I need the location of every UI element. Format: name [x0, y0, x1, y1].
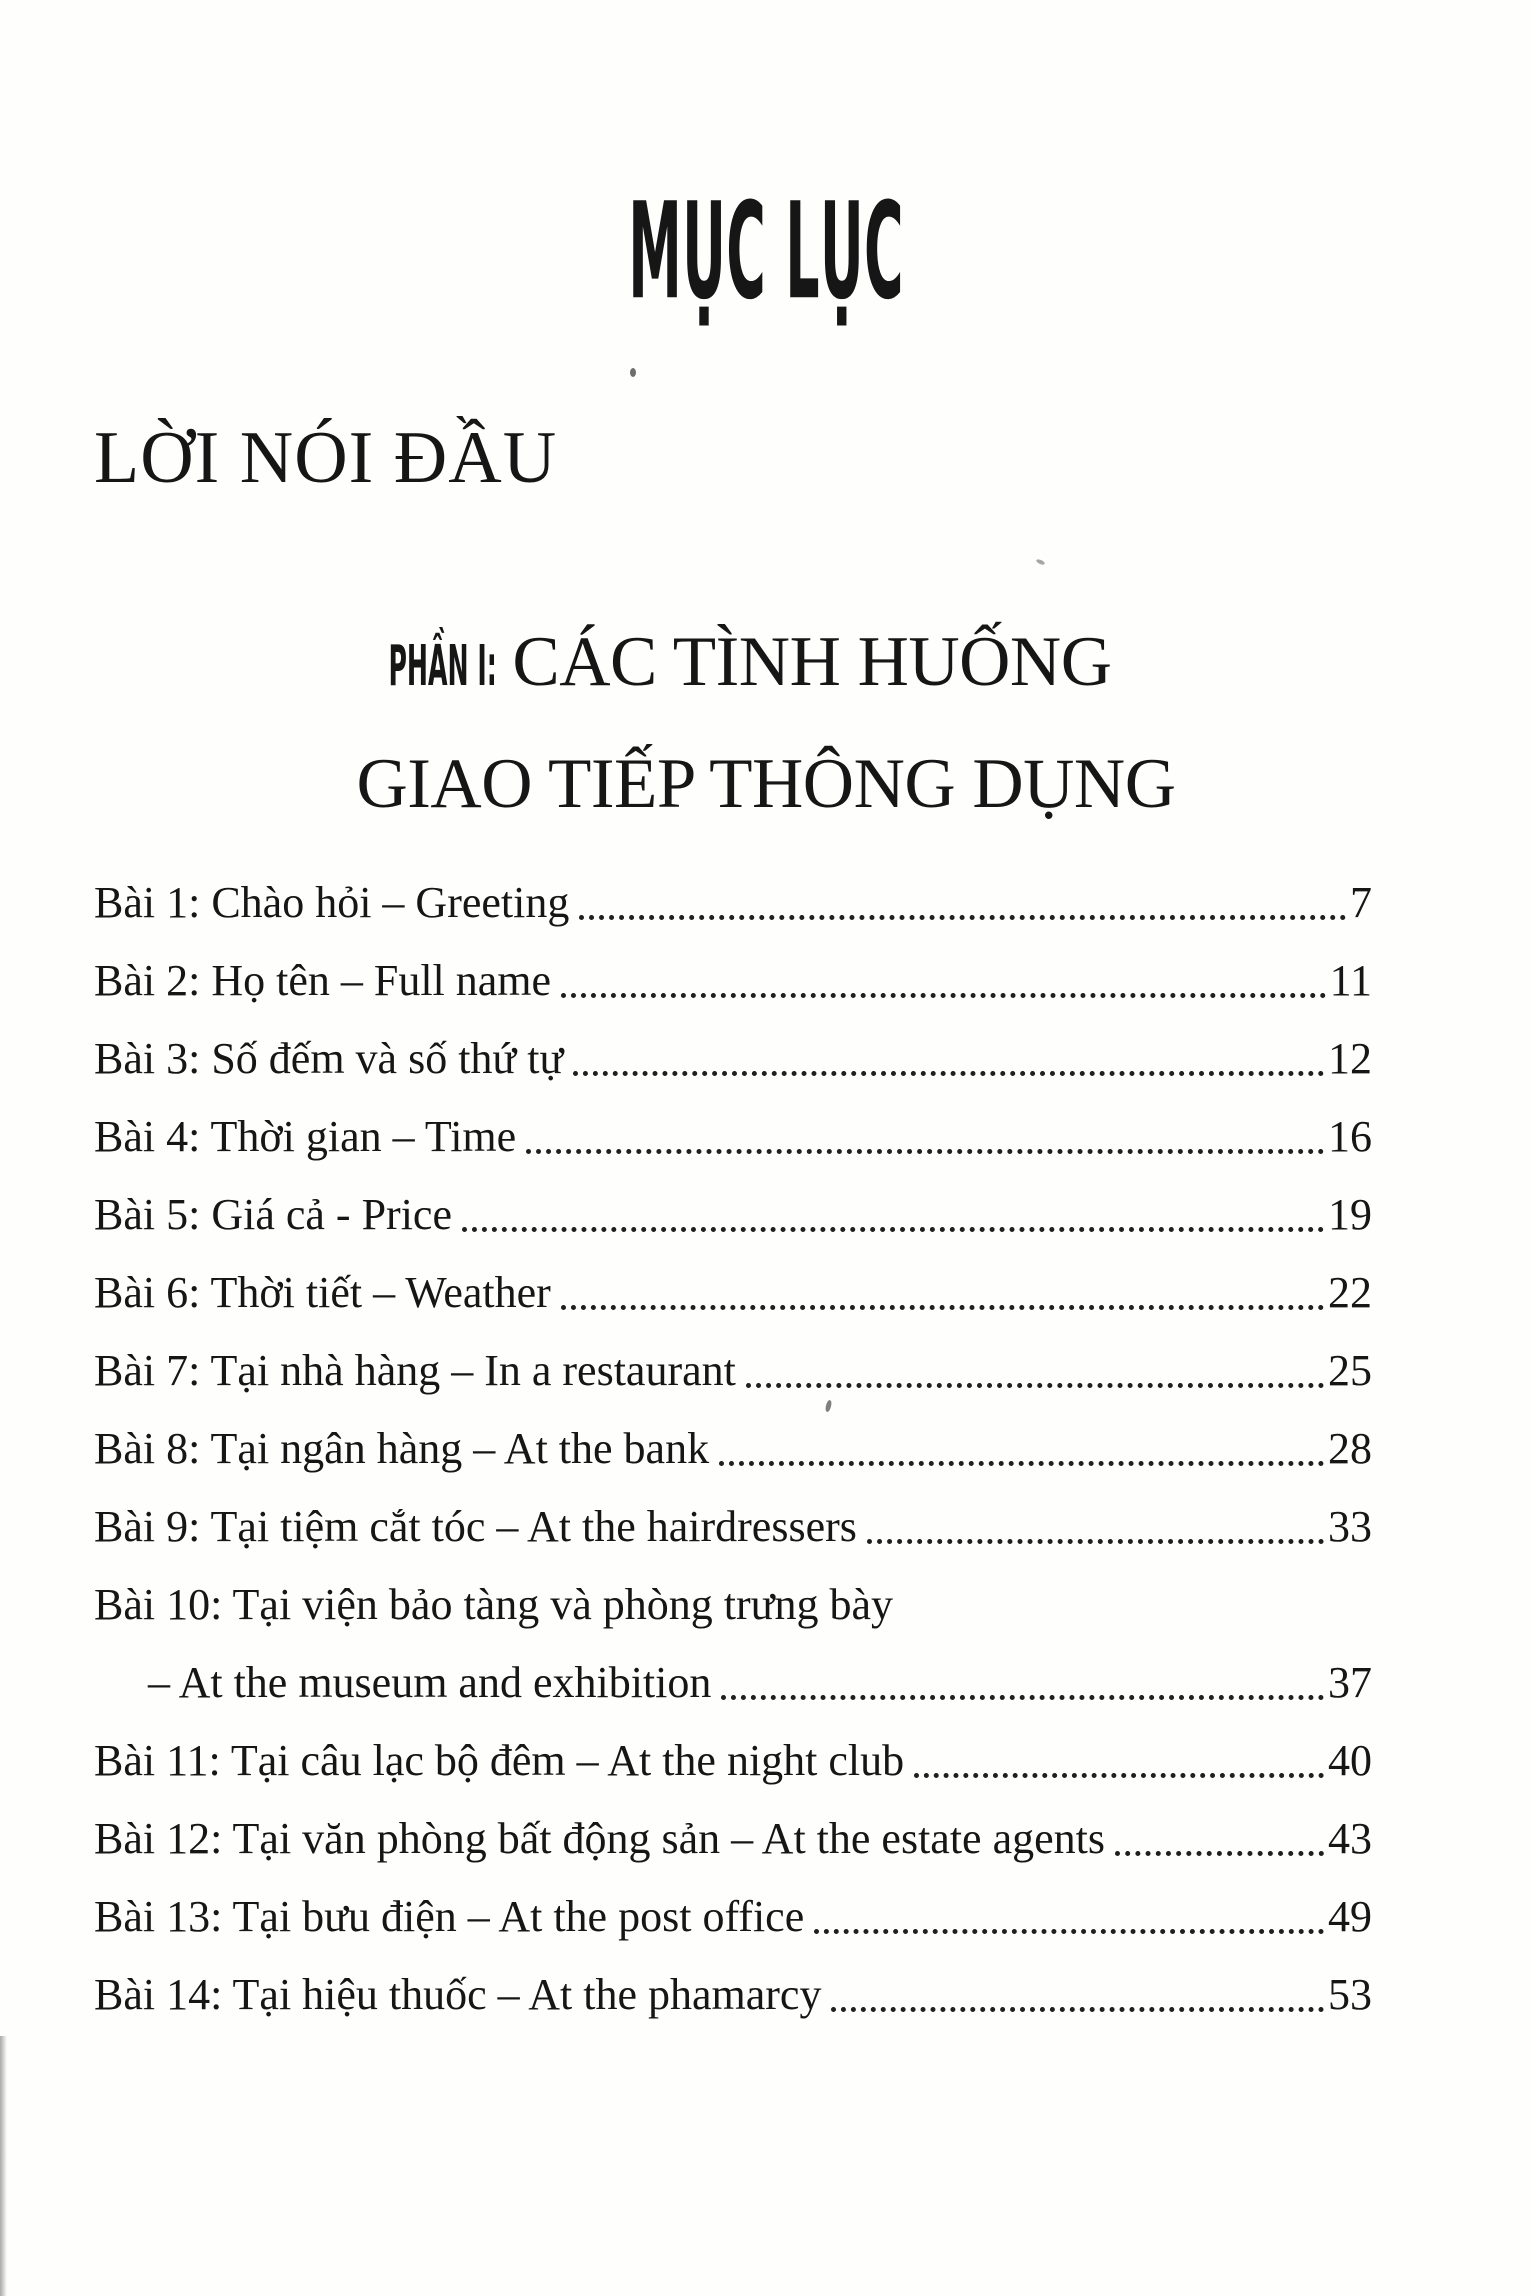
toc-entry-label: Bài 9: Tại tiệm cắt tóc – At the hairdressers: [94, 1502, 857, 1551]
toc-list: [94, 864, 1372, 2034]
toc-leader-dots: [867, 1539, 1324, 1544]
toc-leader-dots: [579, 915, 1346, 920]
toc-page-number: 25: [1328, 1346, 1372, 1395]
toc-page-number: 43: [1328, 1814, 1372, 1863]
toc-entry: [94, 942, 1372, 1020]
book-toc-title: [0, 174, 1532, 330]
toc-leader-dots: [746, 1383, 1324, 1388]
toc-page-number: 19: [1328, 1190, 1372, 1239]
toc-page-number: 33: [1328, 1502, 1372, 1551]
part-number-label: PHẦN I:: [387, 634, 497, 699]
toc-entry-label: Bài 2: Họ tên – Full name: [94, 956, 552, 1005]
toc-leader-dots: [1115, 1851, 1324, 1856]
toc-leader-dots: [814, 1929, 1324, 1934]
toc-entry-label: – At the museum and exhibition: [148, 1658, 712, 1707]
toc-entry: [94, 1878, 1372, 1956]
toc-entry-label: Bài 13: Tại bưu điện – At the post office: [94, 1892, 805, 1941]
toc-leader-dots: [719, 1461, 1324, 1466]
toc-entry-label: Bài 8: Tại ngân hàng – At the bank: [94, 1424, 710, 1473]
toc-entry: [94, 1488, 1372, 1566]
toc-entry: [94, 1644, 1372, 1722]
toc-page-number: 37: [1328, 1658, 1372, 1707]
part-heading-line1: [0, 620, 1532, 705]
toc-entry: [94, 1254, 1372, 1332]
toc-entry: [94, 1332, 1372, 1410]
toc-entry: [94, 1098, 1372, 1176]
toc-entry: [94, 1176, 1372, 1254]
toc-page-number: 22: [1328, 1268, 1372, 1317]
toc-page-number: 12: [1328, 1034, 1372, 1083]
toc-leader-dots: [721, 1695, 1324, 1700]
toc-entry-label: Bài 6: Thời tiết – Weather: [94, 1268, 551, 1317]
toc-entry-label: Bài 5: Giá cả - Price: [94, 1190, 452, 1239]
part-title-text: CÁC TÌNH HUỐNG: [512, 623, 1112, 701]
book-toc-title-text: MỤC LỤC: [628, 174, 904, 330]
toc-entry-label: Bài 11: Tại câu lạc bộ đêm – At the night club: [94, 1736, 905, 1785]
toc-entry: [94, 1956, 1372, 2034]
toc-leader-dots: [561, 993, 1326, 998]
toc-entry-label: Bài 12: Tại văn phòng bất động sản – At the estate agents: [94, 1814, 1105, 1863]
toc-entry-label: Bài 10: Tại viện bảo tàng và phòng trưng bày: [94, 1580, 893, 1629]
toc-leader-dots: [462, 1227, 1324, 1232]
toc-entry: [94, 1410, 1372, 1488]
scan-speck: [1036, 558, 1046, 565]
toc-entry-label: Bài 1: Chào hỏi – Greeting: [94, 878, 570, 927]
toc-leader-dots: [526, 1149, 1324, 1154]
toc-entry-label: Bài 14: Tại hiệu thuốc – At the phamarcy: [94, 1970, 822, 2019]
scan-speck: [630, 368, 636, 377]
toc-page-number: 28: [1328, 1424, 1372, 1473]
toc-page-number: 7: [1350, 878, 1372, 927]
toc-entry-label: Bài 7: Tại nhà hàng – In a restaurant: [94, 1346, 736, 1395]
toc-entry: [94, 1800, 1372, 1878]
toc-entry: [94, 1566, 1372, 1644]
preface-heading: LỜI NÓI ĐẦU: [94, 417, 558, 499]
toc-page-number: 53: [1328, 1970, 1372, 2019]
scan-edge-shadow: [0, 2036, 7, 2296]
toc-entry-label: Bài 3: Số đếm và số thứ tự: [94, 1034, 564, 1083]
toc-leader-dots: [561, 1305, 1324, 1310]
toc-page-number: 40: [1328, 1736, 1372, 1785]
toc-leader-dots: [573, 1071, 1324, 1076]
toc-leader-dots: [831, 2007, 1324, 2012]
toc-page-number: 49: [1328, 1892, 1372, 1941]
toc-entry: [94, 864, 1372, 942]
toc-entry: [94, 1020, 1372, 1098]
toc-page-number: 16: [1328, 1112, 1372, 1161]
toc-entry: [94, 1722, 1372, 1800]
part-heading-line2: GIAO TIẾP THÔNG DỤNG: [356, 745, 1176, 823]
toc-leader-dots: [914, 1773, 1324, 1778]
toc-page-number: 11: [1329, 956, 1372, 1005]
toc-entry-label: Bài 4: Thời gian – Time: [94, 1112, 517, 1161]
